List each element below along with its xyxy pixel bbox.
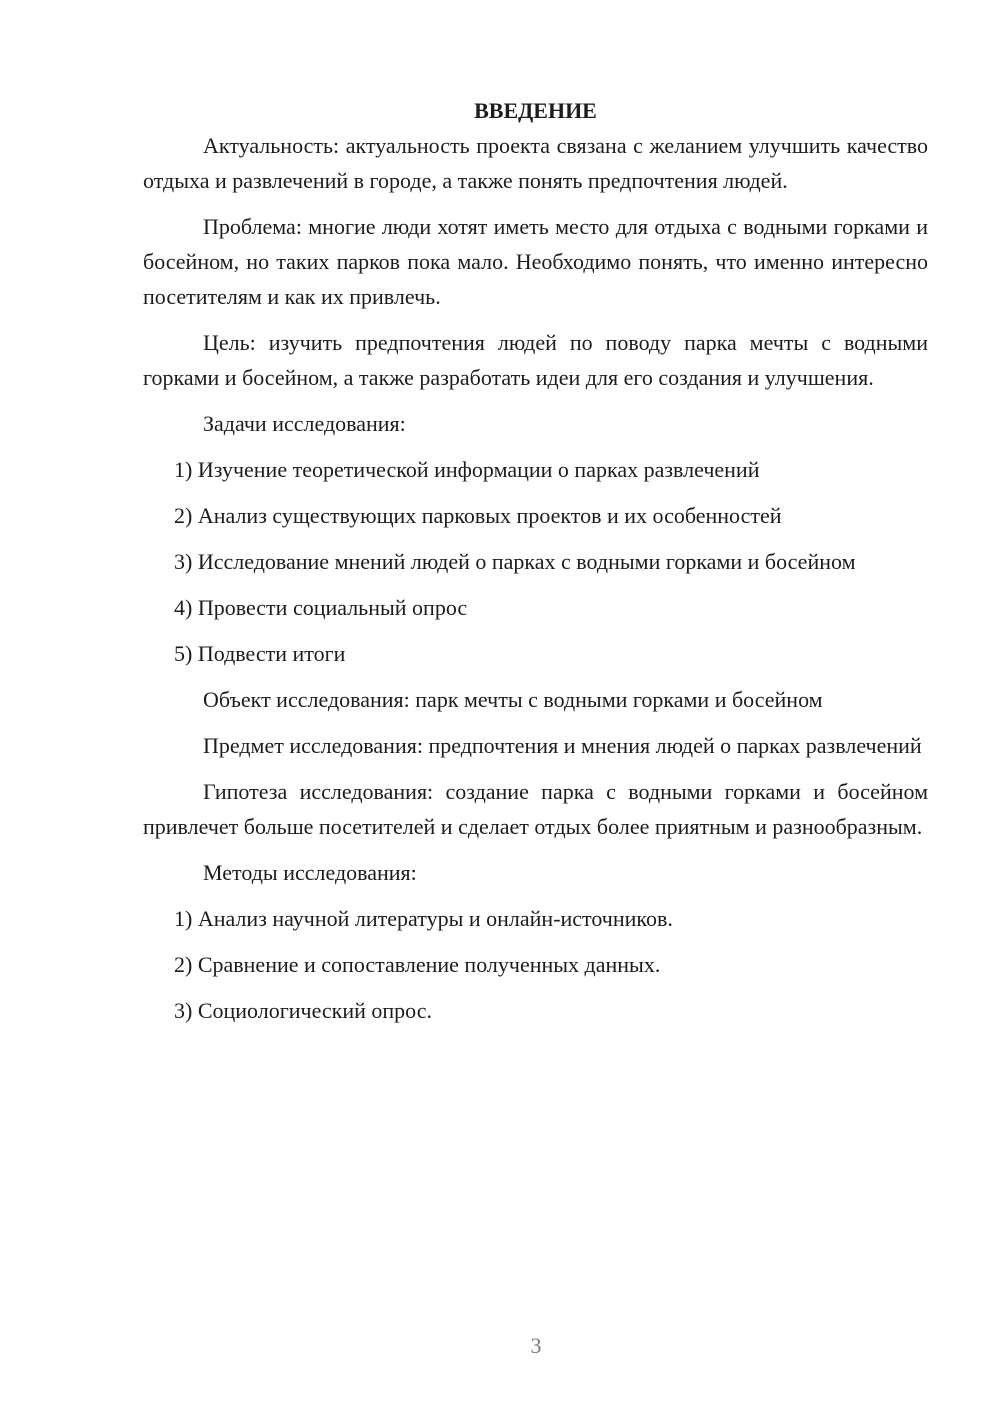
task-item: 2) Анализ существующих парковых проектов и их особенностей — [174, 503, 782, 528]
object-paragraph: Объект исследования: парк мечты с водными горками и босейном — [203, 687, 823, 712]
tasks-heading: Задачи исследования: — [203, 411, 406, 436]
task-item: 5) Подвести итоги — [174, 641, 346, 666]
task-item: 4) Провести социальный опрос — [174, 595, 468, 620]
document-page — [143, 92, 928, 1039]
subject-paragraph: Предмет исследования: предпочтения и мнения людей о парках развлечений — [203, 733, 922, 758]
relevance-paragraph: Актуальность: актуальность проекта связана с желанием улучшить качество отдыха и развлечений в городе, а также понять предпочтения людей. — [143, 133, 928, 193]
page-title: ВВЕДЕНИЕ — [474, 98, 597, 123]
method-item: 3) Социологический опрос. — [174, 998, 432, 1023]
problem-paragraph: Проблема: многие люди хотят иметь место для отдыха с водными горками и босейном, но таких парков пока мало. Необходимо понять, что именно интересно посетителям и как их привлечь. — [143, 214, 928, 309]
methods-heading: Методы исследования: — [203, 860, 417, 885]
method-item: 2) Сравнение и сопоставление полученных данных. — [174, 952, 661, 977]
goal-paragraph: Цель: изучить предпочтения людей по поводу парка мечты с водными горками и босейном, а также разработать идеи для его создания и улучшения. — [143, 330, 928, 390]
method-item: 1) Анализ научной литературы и онлайн-источников. — [174, 906, 673, 931]
hypothesis-paragraph: Гипотеза исследования: создание парка с водными горками и босейном привлечет больше посетителей и сделает отдых более приятным и разнообразным. — [143, 779, 928, 839]
task-item: 1) Изучение теоретической информации о парках развлечений — [174, 457, 760, 482]
page-number: 3 — [530, 1333, 542, 1358]
task-item: 3) Исследование мнений людей о парках с водными горками и босейном — [174, 549, 856, 574]
